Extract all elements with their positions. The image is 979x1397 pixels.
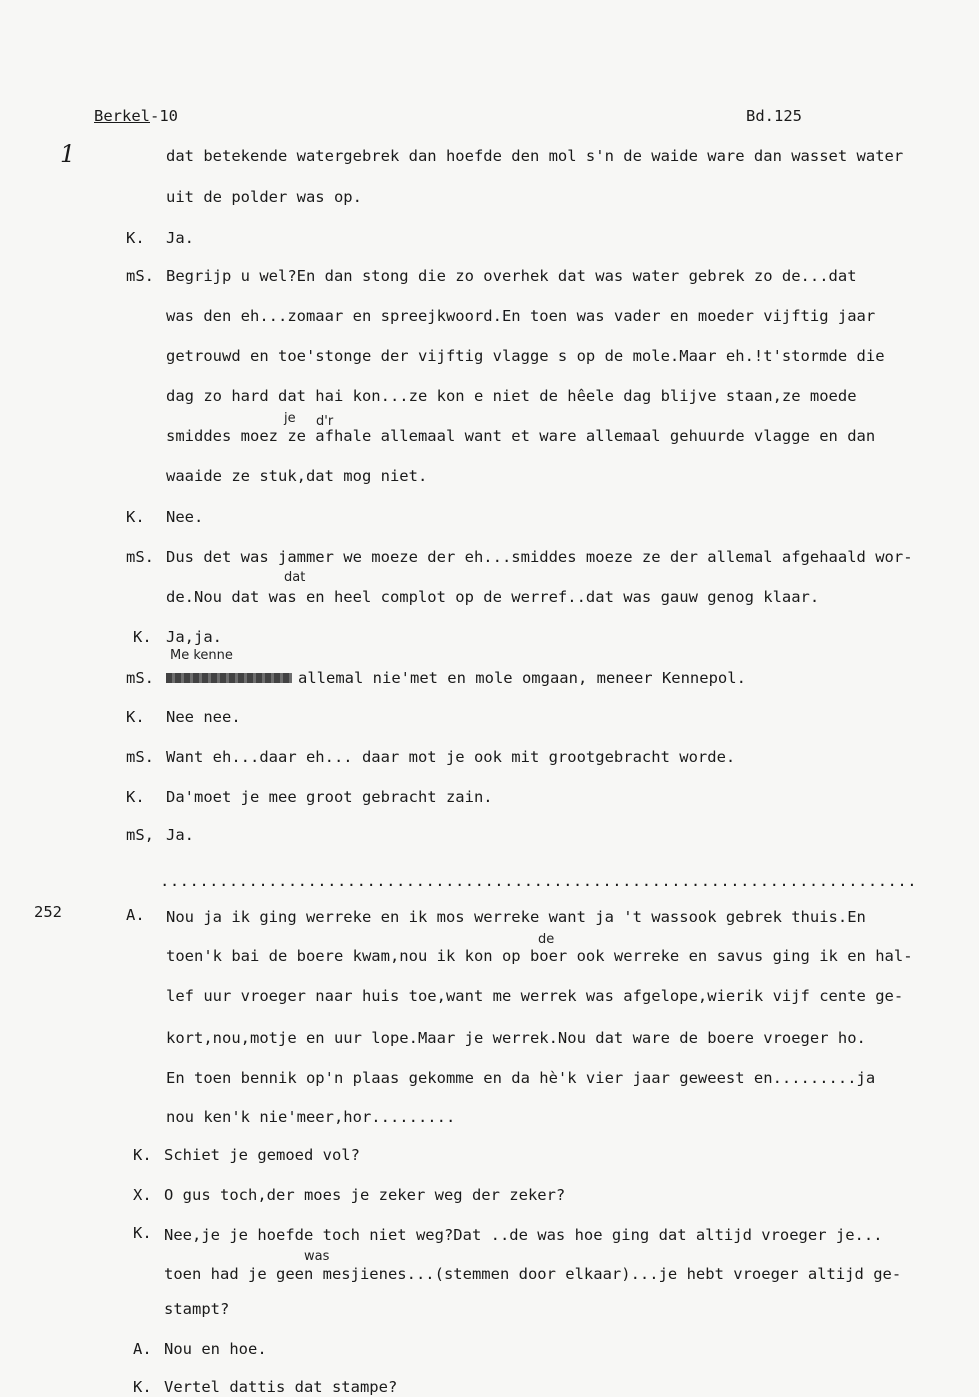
- text-line: Ja.: [166, 826, 194, 844]
- speaker-label: mS.: [126, 548, 154, 566]
- speaker-label: K.: [133, 1378, 152, 1396]
- text-line: Dus det was jammer we moeze der eh...smiddes moeze ze der allemal afgehaald wor-: [166, 548, 913, 566]
- header-suffix: -10: [150, 107, 178, 125]
- page-header-right: Bd.125: [746, 107, 802, 125]
- speaker-label: K.: [126, 788, 145, 806]
- speaker-label: K.: [133, 628, 152, 646]
- handwritten-je: je: [284, 411, 296, 426]
- text-line: Want eh...daar eh... daar mot je ook mit grootgebracht worde.: [166, 748, 736, 766]
- speaker-label: K.: [126, 708, 145, 726]
- text-line: kort,nou,motje en uur lope.Maar je werrek.Nou dat ware de boere vroeger ho.: [166, 1029, 866, 1047]
- speaker-label: A.: [126, 906, 145, 924]
- separator-dots: .............................................................................: [160, 872, 918, 890]
- text-line: dat betekende watergebrek dan hoefde den mol s'n de waide ware dan wasset water: [166, 147, 904, 165]
- handwritten-dr: d'r: [316, 414, 334, 429]
- handwritten-was: was: [304, 1249, 330, 1264]
- speaker-label: K.: [126, 229, 145, 247]
- text-line: lef uur vroeger naar huis toe,want me werrek was afgelope,wierik vijf cente ge-: [166, 987, 904, 1005]
- speaker-label: mS.: [126, 748, 154, 766]
- handwritten-me-kenne: Me kenne: [170, 648, 233, 663]
- text-line: Begrijp u wel?En dan stong die zo overhek dat was water gebrek zo de...dat: [166, 267, 857, 285]
- text-line: Nou ja ik ging werreke en ik mos werreke want ja 't wassook gebrek thuis.En: [166, 908, 866, 926]
- text-line: allemal nie'met en mole omgaan, meneer Kennepol.: [298, 669, 746, 687]
- handwritten-dat: dat: [284, 570, 306, 585]
- text-line: Nee.: [166, 508, 204, 526]
- speaker-label: K.: [133, 1146, 152, 1164]
- text-line: Ja.: [166, 229, 194, 247]
- text-line: Da'moet je mee groot gebracht zain.: [166, 788, 493, 806]
- speaker-label: mS.: [126, 267, 154, 285]
- text-line: waaide ze stuk,dat mog niet.: [166, 467, 428, 485]
- struck-out-text: [166, 673, 292, 683]
- speaker-label: mS,: [126, 826, 154, 844]
- handwritten-de: de: [538, 932, 555, 947]
- text-line: Nou en hoe.: [164, 1340, 267, 1358]
- speaker-label: K.: [126, 508, 145, 526]
- text-line: uit de polder was op.: [166, 188, 362, 206]
- speaker-label: X.: [133, 1186, 152, 1204]
- text-line: nou ken'k nie'meer,hor.........: [166, 1108, 456, 1126]
- text-line: Nee,je je hoefde toch niet weg?Dat ..de was hoe ging dat altijd vroeger je...: [164, 1226, 883, 1244]
- text-line: toen had je geen mesjienes...(stemmen door elkaar)...je hebt vroeger altijd ge-: [164, 1265, 902, 1283]
- header-prefix: Berkel: [94, 107, 150, 125]
- text-line: was den eh...zomaar en spreejkwoord.En toen was vader en moeder vijftig jaar: [166, 307, 876, 325]
- text-line: Ja,ja.: [166, 628, 222, 646]
- text-line: de.Nou dat was en heel complot op de werref..dat was gauw genog klaar.: [166, 588, 820, 606]
- text-line: Vertel dattis dat stampe?: [164, 1378, 398, 1396]
- text-line: toen'k bai de boere kwam,nou ik kon op boer ook werreke en savus ging ik en hal-: [166, 947, 913, 965]
- page-header-left: [94, 107, 178, 125]
- text-line: getrouwd en toe'stonge der vijftig vlagge s op de mole.Maar eh.!t'stormde die: [166, 347, 885, 365]
- text-line: stampt?: [164, 1300, 230, 1318]
- text-line: En toen bennik op'n plaas gekomme en da hè'k vier jaar geweest en.........ja: [166, 1069, 876, 1087]
- text-line: Nee nee.: [166, 708, 241, 726]
- margin-mark: 1: [60, 140, 76, 168]
- speaker-label: K.: [133, 1224, 152, 1242]
- speaker-label: A.: [133, 1340, 152, 1358]
- margin-line-number: 252: [34, 903, 62, 921]
- speaker-label: mS.: [126, 669, 154, 687]
- text-line: dag zo hard dat hai kon...ze kon e niet de hêele dag blijve staan,ze moede: [166, 387, 857, 405]
- text-line: Schiet je gemoed vol?: [164, 1146, 360, 1164]
- text-line: O gus toch,der moes je zeker weg der zeker?: [164, 1186, 566, 1204]
- text-line: smiddes moez ze afhale allemaal want et ware allemaal gehuurde vlagge en dan: [166, 427, 876, 445]
